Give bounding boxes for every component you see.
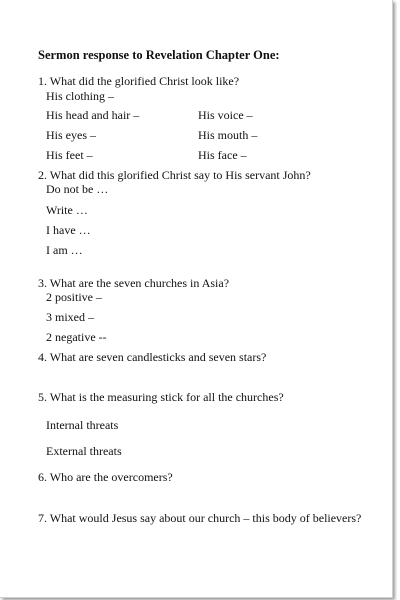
answer-head-hair: His head and hair –	[46, 108, 140, 122]
answer-mouth: His mouth –	[198, 128, 258, 142]
answer-face: His face –	[198, 148, 247, 162]
question-3: 3. What are the seven churches in Asia?	[38, 276, 230, 290]
answer-positive: 2 positive –	[46, 290, 102, 304]
question-6: 6. Who are the overcomers?	[38, 470, 173, 484]
answer-external-threats: External threats	[46, 444, 122, 458]
question-4: 4. What are seven candlesticks and seven stars?	[38, 350, 267, 364]
answer-clothing: His clothing –	[46, 89, 114, 103]
answer-internal-threats: Internal threats	[46, 418, 119, 432]
answer-negative: 2 negative --	[46, 330, 107, 344]
question-1: 1. What did the glorified Christ look like?	[38, 74, 240, 88]
question-2: 2. What did this glorified Christ say to His servant John?	[38, 168, 311, 182]
answer-mixed: 3 mixed –	[46, 310, 94, 324]
answer-i-am: I am …	[46, 243, 83, 257]
answer-i-have: I have …	[46, 223, 91, 237]
document-title: Sermon response to Revelation Chapter One:	[38, 48, 280, 62]
answer-do-not-be: Do not be …	[46, 182, 109, 196]
question-5: 5. What is the measuring stick for all the churches?	[38, 390, 284, 404]
answer-feet: His feet –	[46, 148, 93, 162]
answer-write: Write …	[46, 203, 88, 217]
answer-voice: His voice –	[198, 108, 253, 122]
question-7: 7. What would Jesus say about our church – this body of believers?	[38, 511, 362, 525]
answer-eyes: His eyes –	[46, 128, 96, 142]
